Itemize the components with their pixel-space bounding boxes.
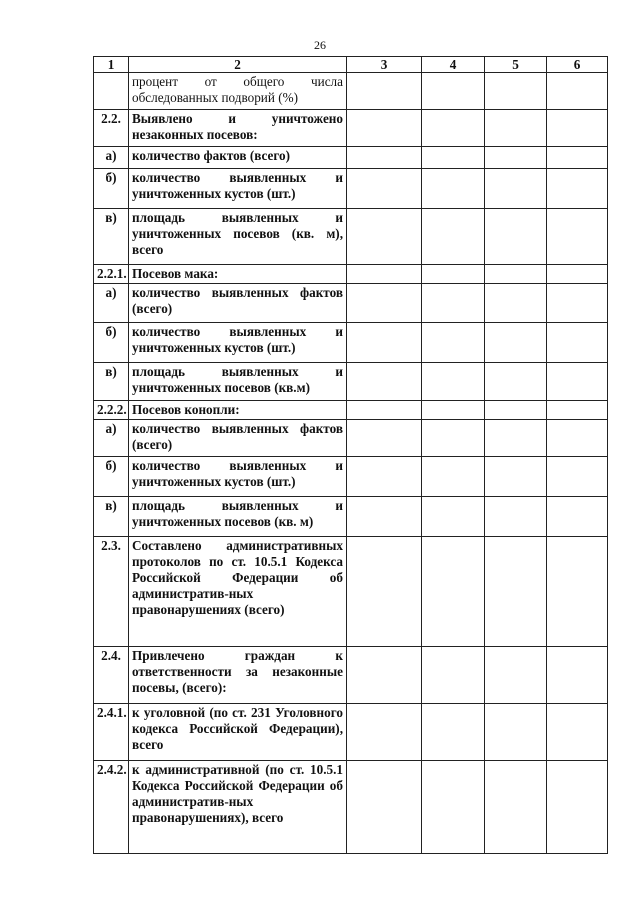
row-description: количество выявленных и уничтоженных кустов (шт.) — [129, 169, 347, 209]
value-cell — [547, 401, 608, 420]
value-cell — [347, 704, 422, 761]
value-cell — [485, 401, 547, 420]
value-cell — [422, 457, 485, 497]
value-cell — [547, 363, 608, 401]
value-cell — [547, 497, 608, 537]
value-cell — [547, 420, 608, 457]
row-description: количество фактов (всего) — [129, 147, 347, 169]
row-number: 2.4.2. — [94, 761, 129, 854]
table-row — [94, 497, 608, 537]
value-cell — [547, 323, 608, 363]
value-cell — [422, 761, 485, 854]
table-row — [94, 401, 608, 420]
value-cell — [485, 169, 547, 209]
value-cell — [485, 323, 547, 363]
row-description: Посевов мака: — [129, 265, 347, 284]
row-number: б) — [94, 323, 129, 363]
row-number: 2.2.2. — [94, 401, 129, 420]
table-row — [94, 420, 608, 457]
table-row — [94, 73, 608, 110]
header-row — [94, 57, 608, 73]
value-cell — [547, 110, 608, 147]
report-table — [93, 56, 608, 854]
value-cell — [547, 284, 608, 323]
row-number: 2.4. — [94, 647, 129, 704]
table-row — [94, 169, 608, 209]
row-description: количество выявленных и уничтоженных кустов (шт.) — [129, 457, 347, 497]
value-cell — [485, 761, 547, 854]
value-cell — [422, 420, 485, 457]
row-description: процент от общего числа обследованных подворий (%) — [129, 73, 347, 110]
value-cell — [547, 457, 608, 497]
table-row — [94, 147, 608, 169]
value-cell — [422, 73, 485, 110]
value-cell — [485, 363, 547, 401]
table-row — [94, 209, 608, 265]
value-cell — [547, 73, 608, 110]
column-header-1: 1 — [94, 57, 129, 73]
row-number: в) — [94, 497, 129, 537]
table-row — [94, 704, 608, 761]
value-cell — [485, 497, 547, 537]
value-cell — [422, 537, 485, 647]
row-description: Посевов конопли: — [129, 401, 347, 420]
row-description: к административной (по ст. 10.5.1 Кодекса Российской Федерации об административ-ных правонарушениях), всего — [129, 761, 347, 854]
value-cell — [422, 265, 485, 284]
column-header-3: 3 — [347, 57, 422, 73]
row-description: к уголовной (по ст. 231 Уголовного кодекса Российской Федерации), всего — [129, 704, 347, 761]
value-cell — [347, 265, 422, 284]
value-cell — [347, 363, 422, 401]
column-header-2: 2 — [129, 57, 347, 73]
value-cell — [422, 704, 485, 761]
table-row — [94, 457, 608, 497]
row-number: б) — [94, 169, 129, 209]
row-description: площадь выявленных и уничтоженных посевов (кв. м), всего — [129, 209, 347, 265]
row-description: количество выявленных и уничтоженных кустов (шт.) — [129, 323, 347, 363]
row-number: 2.4.1. — [94, 704, 129, 761]
value-cell — [485, 537, 547, 647]
value-cell — [422, 647, 485, 704]
value-cell — [347, 209, 422, 265]
value-cell — [347, 420, 422, 457]
value-cell — [347, 147, 422, 169]
row-description: количество выявленных фактов (всего) — [129, 420, 347, 457]
row-number: а) — [94, 147, 129, 169]
value-cell — [422, 401, 485, 420]
row-description: Привлечено граждан к ответственности за незаконные посевы, (всего): — [129, 647, 347, 704]
value-cell — [547, 265, 608, 284]
row-number: 2.2. — [94, 110, 129, 147]
value-cell — [422, 497, 485, 537]
value-cell — [547, 147, 608, 169]
value-cell — [485, 73, 547, 110]
table-row — [94, 363, 608, 401]
row-number: а) — [94, 284, 129, 323]
value-cell — [485, 209, 547, 265]
row-description: количество выявленных фактов (всего) — [129, 284, 347, 323]
column-header-5: 5 — [485, 57, 547, 73]
value-cell — [485, 265, 547, 284]
row-number: 2.2.1. — [94, 265, 129, 284]
table-row — [94, 323, 608, 363]
value-cell — [347, 401, 422, 420]
value-cell — [485, 147, 547, 169]
row-number: а) — [94, 420, 129, 457]
table-row — [94, 284, 608, 323]
value-cell — [422, 169, 485, 209]
value-cell — [347, 323, 422, 363]
value-cell — [422, 209, 485, 265]
value-cell — [485, 420, 547, 457]
value-cell — [347, 110, 422, 147]
value-cell — [422, 363, 485, 401]
table-row — [94, 265, 608, 284]
value-cell — [347, 169, 422, 209]
value-cell — [547, 537, 608, 647]
value-cell — [422, 323, 485, 363]
table-row — [94, 110, 608, 147]
value-cell — [347, 761, 422, 854]
value-cell — [347, 537, 422, 647]
value-cell — [347, 497, 422, 537]
value-cell — [547, 209, 608, 265]
row-description: площадь выявленных и уничтоженных посевов (кв. м) — [129, 497, 347, 537]
value-cell — [422, 147, 485, 169]
value-cell — [485, 284, 547, 323]
value-cell — [547, 761, 608, 854]
row-number — [94, 73, 129, 110]
value-cell — [347, 284, 422, 323]
row-number: в) — [94, 209, 129, 265]
value-cell — [485, 110, 547, 147]
column-header-6: 6 — [547, 57, 608, 73]
row-description: Выявлено и уничтожено незаконных посевов: — [129, 110, 347, 147]
column-header-4: 4 — [422, 57, 485, 73]
table-row — [94, 537, 608, 647]
value-cell — [547, 169, 608, 209]
value-cell — [422, 110, 485, 147]
value-cell — [347, 73, 422, 110]
row-description: Составлено административных протоколов по ст. 10.5.1 Кодекса Российской Федерации об административ-ных правонарушениях (всего) — [129, 537, 347, 647]
value-cell — [485, 647, 547, 704]
value-cell — [347, 647, 422, 704]
table-row — [94, 647, 608, 704]
row-number: в) — [94, 363, 129, 401]
table-row — [94, 761, 608, 854]
value-cell — [485, 457, 547, 497]
row-number: 2.3. — [94, 537, 129, 647]
row-description: площадь выявленных и уничтоженных посевов (кв.м) — [129, 363, 347, 401]
value-cell — [422, 284, 485, 323]
page-number: 26 — [314, 38, 326, 52]
value-cell — [547, 704, 608, 761]
value-cell — [347, 457, 422, 497]
value-cell — [485, 704, 547, 761]
row-number: б) — [94, 457, 129, 497]
value-cell — [547, 647, 608, 704]
